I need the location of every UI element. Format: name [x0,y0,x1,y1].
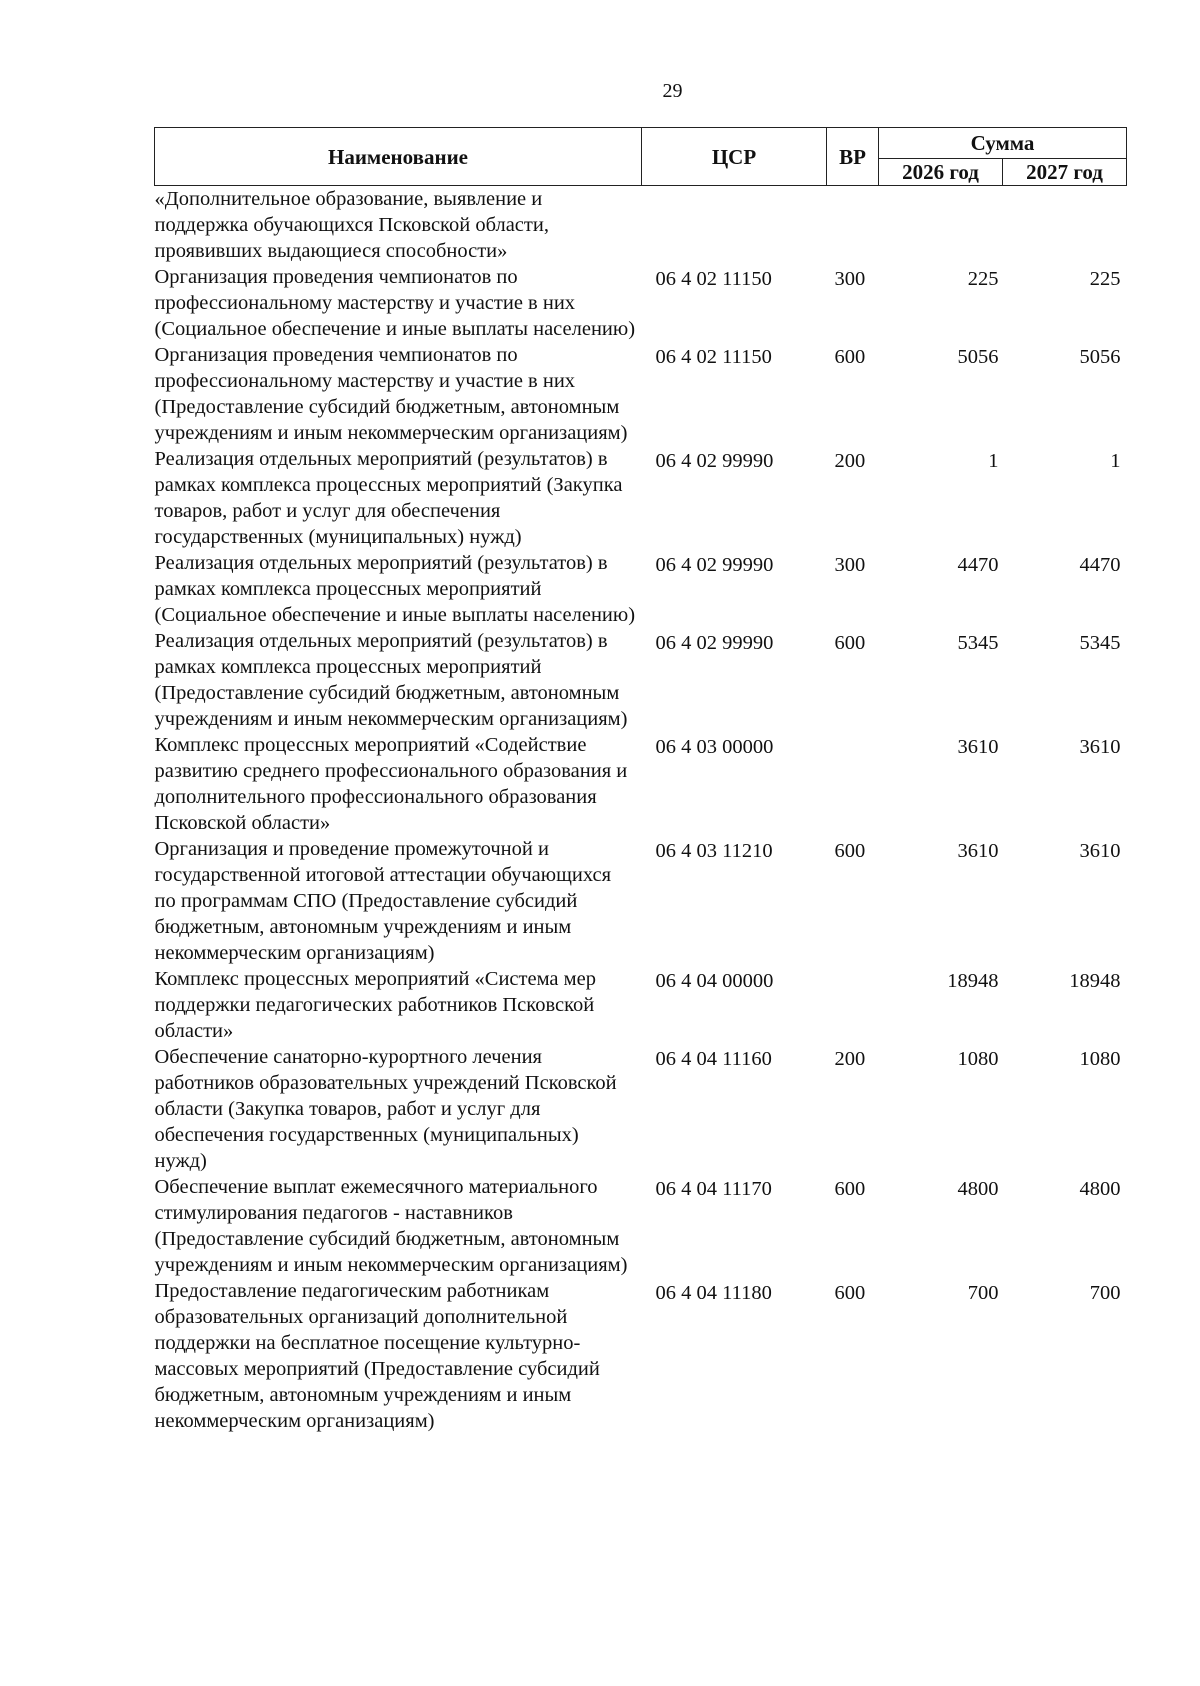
row-csr: 06 4 03 11210 [655,840,773,862]
row-name: Организация проведения чемпионатов по профессиональному мастерству и участие в них (Социальное обеспечение и иные выплаты населению) [154,266,636,340]
table-row [155,1278,1127,1434]
row-vr: 600 [834,1282,866,1304]
table-row [155,732,1127,836]
row-csr: 06 4 02 11150 [655,268,772,290]
row-csr: 06 4 02 99990 [655,632,774,654]
row-vr [827,732,879,836]
row-amount-2027: 1080 [1079,1048,1121,1070]
header-name: Наименование [155,128,642,186]
row-csr: 06 4 04 11160 [655,1048,772,1070]
row-amount-2026: 1 [988,450,999,472]
row-amount-2026: 4470 [957,554,999,576]
table-header [155,128,1127,186]
row-amount-2027: 3610 [1079,736,1121,758]
row-amount-2026: 18948 [947,970,999,992]
table-row [155,836,1127,966]
row-vr: 600 [834,346,866,368]
row-name: Организация и проведение промежуточной и государственной итоговой аттестации обучающихся по программам СПО (Предоставление субсидий бюджетным, автономным учреждениям и иным некоммерческим организациям) [154,838,612,964]
row-amount-2026: 5056 [957,346,999,368]
row-amount-2026: 3610 [957,736,999,758]
row-amount-2026 [879,186,1003,265]
row-amount-2026: 5345 [957,632,999,654]
header-csr: ЦСР [642,128,827,186]
row-csr: 06 4 02 99990 [655,450,774,472]
row-csr: 06 4 04 11180 [655,1282,772,1304]
table-row [155,186,1127,265]
row-amount-2027: 225 [1089,268,1121,290]
row-name: Организация проведения чемпионатов по профессиональному мастерству и участие в них (Предоставление субсидий бюджетным, автономным учреждениям и иным некоммерческим организациям) [154,344,628,444]
table-row [155,342,1127,446]
row-name: Реализация отдельных мероприятий (результатов) в рамках комплекса процессных мероприятий (Социальное обеспечение и иные выплаты населению) [154,552,636,626]
row-vr [827,966,879,1044]
header-year-2026: 2026 год [879,159,1003,186]
row-name: Реализация отдельных мероприятий (результатов) в рамках комплекса процессных мероприятий (Закупка товаров, работ и услуг для обеспечения государственных (муниципальных) нужд) [154,448,623,548]
table-row [155,966,1127,1044]
row-vr: 600 [834,1178,866,1200]
row-csr: 06 4 02 11150 [655,346,772,368]
row-name: Обеспечение санаторно-курортного лечения работников образовательных учреждений Псковской области (Закупка товаров, работ и услуг для обеспечения государственных (муниципальных) нужд) [154,1046,617,1172]
row-amount-2027: 1 [1110,450,1121,472]
budget-table [154,127,1127,1434]
row-amount-2027: 4800 [1079,1178,1121,1200]
row-name: Реализация отдельных мероприятий (результатов) в рамках комплекса процессных мероприятий (Предоставление субсидий бюджетным, автономным учреждениям и иным некоммерческим организациям) [154,630,628,730]
row-csr: 06 4 04 00000 [655,970,774,992]
row-vr: 600 [834,840,866,862]
row-csr: 06 4 03 00000 [655,736,774,758]
row-amount-2026: 4800 [957,1178,999,1200]
row-csr [642,186,827,265]
row-amount-2027: 5345 [1079,632,1121,654]
row-amount-2027: 18948 [1069,970,1121,992]
row-amount-2027: 5056 [1079,346,1121,368]
row-amount-2027 [1003,186,1127,265]
row-vr: 300 [834,268,866,290]
table-row [155,264,1127,342]
row-amount-2026: 3610 [957,840,999,862]
row-amount-2027: 4470 [1079,554,1121,576]
header-sum: Сумма [879,128,1127,159]
table-row [155,1174,1127,1278]
row-name: Комплекс процессных мероприятий «Система мер поддержки педагогических работников Псковской области» [154,968,596,1042]
row-csr: 06 4 04 11170 [655,1178,772,1200]
table-row [155,1044,1127,1174]
row-amount-2026: 1080 [957,1048,999,1070]
row-name: Предоставление педагогическим работникам образовательных организаций дополнительной поддержки на бесплатное посещение культурно-массовых мероприятий (Предоставление субсидий бюджетным, автономным учреждениям и иным некоммерческим организациям) [154,1280,600,1432]
row-name: «Дополнительное образование, выявление и поддержка обучающихся Псковской области, проявивших выдающиеся способности» [154,188,549,262]
row-vr: 600 [834,632,866,654]
row-vr: 300 [834,554,866,576]
table-row [155,446,1127,550]
page-number: 29 [662,80,683,102]
table-row [155,628,1127,732]
header-year-2027: 2027 год [1003,159,1127,186]
row-amount-2027: 3610 [1079,840,1121,862]
row-amount-2026: 700 [967,1282,999,1304]
row-vr [827,186,879,265]
row-amount-2026: 225 [967,268,999,290]
row-name: Обеспечение выплат ежемесячного материального стимулирования педагогов - наставников (Предоставление субсидий бюджетным, автономным учреждениям и иным некоммерческим организациям) [154,1176,628,1276]
table-row [155,550,1127,628]
row-name: Комплекс процессных мероприятий «Содействие развитию среднего профессионального образования и дополнительного профессионального образования Псковской области» [154,734,628,834]
header-vr: ВР [827,128,879,186]
row-vr: 200 [834,450,866,472]
row-csr: 06 4 02 99990 [655,554,774,576]
row-amount-2027: 700 [1089,1282,1121,1304]
row-vr: 200 [834,1048,866,1070]
